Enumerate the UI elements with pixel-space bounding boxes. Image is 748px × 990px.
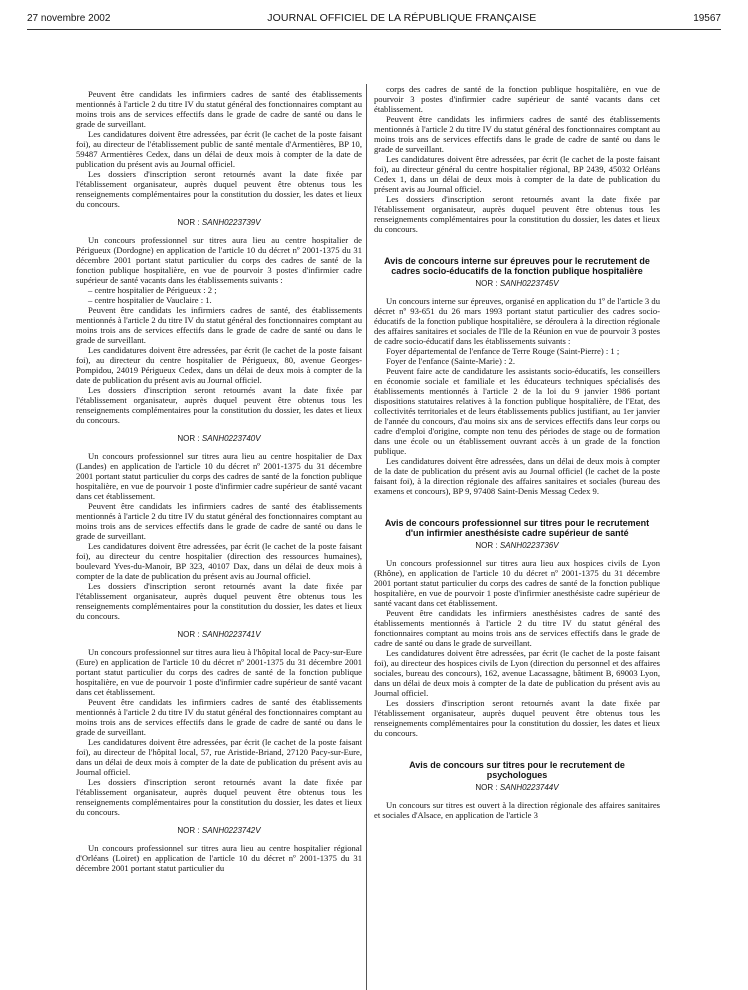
paragraph: Un concours interne sur épreuves, organisé en application du 1º de l'article 3 du décret nº 93-651 du 26 mars 1993 portant statut particulier des cadres socio-éducatifs de la fonction publique hospitalière, se déroulera à la direction régionale des affaires sanitaires et sociales de l'Ile de la Réunion en vue de pourvoir 3 postes de cadre socio-éducatif dans les établissements suivants : <box>374 296 660 346</box>
section-heading: Avis de concours sur titres pour le recrutement de psychologues <box>409 760 625 780</box>
paragraph: Les candidatures doivent être adressées, par écrit (le cachet de la poste faisant foi), au directeur de l'établissement public de santé mentale d'Armentières, BP 10, 59487 Armentières Cedex, dans un délai de deux mois à compter de la date de publication du présent avis au Journal officiel. <box>76 129 362 169</box>
paragraph: Un concours professionnel sur titres aura lieu au centre hospitalier de Dax (Landes) en application de l'article 10 du décret nº 2001-1375 du 31 décembre 2001 portant statut particulier du corps des cadres de santé de la fonction publique hospitalière, en vue de pourvoir 1 poste d'infirmier cadre supérieur de santé vacant dans cet établissement. <box>76 451 362 501</box>
nor-reference <box>374 279 660 289</box>
paragraph: Peuvent être candidats les infirmiers cadres de santé des établissements mentionnés à l'article 2 du titre IV du statut général des fonctionnaires comptant au moins trois ans de services effectifs dans le grade de cadre de santé ou dans le grade de surveillant. <box>76 697 362 737</box>
paragraph: Les candidatures doivent être adressées, dans un délai de deux mois à compter de la date de publication du présent avis au Journal officiel (le cachet de la poste faisant foi), à la direction régionale des affaires sanitaires et sociales (bureau des examens et concours), BP 9, 97408 Saint-Denis Messag Cedex 9. <box>374 456 660 496</box>
nor-label: NOR : <box>177 434 200 443</box>
paragraph: Les candidatures doivent être adressées, par écrit (le cachet de la poste faisant foi), au directeur du centre hospitalier (direction des ressources humaines), boulevard Yves-du-Manoir, BP 323, 40107 Dax, dans un délai de deux mois à compter de la date de publication du présent avis au Journal officiel. <box>76 541 362 581</box>
paragraph: Un concours professionnel sur titres aura lieu au centre hospitalier régional d'Orléans (Loiret) en application de l'article 10 du décret nº 2001-1375 du 31 décembre 2001 portant statut particulier du <box>76 843 362 873</box>
nor-reference <box>76 826 362 836</box>
nor-reference <box>76 434 362 444</box>
paragraph: Peuvent être candidats les infirmiers cadres de santé des établissements mentionnés à l'article 2 du titre IV du statut général des fonctionnaires comptant au moins trois ans de services effectifs dans le grade de cadre de santé ou dans le grade de surveillant. <box>374 114 660 154</box>
paragraph: Les dossiers d'inscription seront retournés avant la date fixée par l'établissement organisateur, auprès duquel peuvent être obtenus tous les renseignements complémentaires pour la constitution du dossier, les dates et lieux du concours. <box>76 777 362 817</box>
header-rule <box>27 29 721 30</box>
paragraph: Les dossiers d'inscription seront retournés avant la date fixée par l'établissement organisateur, auprès duquel peuvent être obtenus tous les renseignements complémentaires pour la constitution du dossier, les dates et lieux du concours. <box>76 169 362 209</box>
nor-reference <box>76 630 362 640</box>
paragraph: Les dossiers d'inscription seront retournés avant la date fixée par l'établissement organisateur, auprès duquel peuvent être obtenus tous les renseignements complémentaires pour la constitution du dossier, les dates et lieux du concours. <box>76 385 362 425</box>
right-column <box>374 84 660 990</box>
paragraph: Un concours professionnel sur titres aura lieu au centre hospitalier de Périgueux (Dordogne) en application de l'article 10 du décret nº 2001-1375 du 31 décembre 2001 portant statut particulier du corps des cadres de santé de la fonction publique hospitalière, en vue de pourvoir 3 postes d'infirmier cadre supérieur de santé vacants dans les établissements suivants : <box>76 235 362 285</box>
nor-code: SANH0223745V <box>499 279 559 288</box>
paragraph: Peuvent être candidats les infirmiers cadres de santé des établissements mentionnés à l'article 2 du titre IV du statut général des fonctionnaires comptant au moins trois ans de services effectifs dans le grade de cadre de santé ou dans le grade de surveillant. <box>76 501 362 541</box>
page-number: 19567 <box>693 13 721 24</box>
paragraph: Les candidatures doivent être adressées, par écrit (le cachet de la poste faisant foi), au directeur de l'hôpital local, 57, rue Aristide-Briand, 27120 Pacy-sur-Eure, dans un délai de deux mois à compter de la date de publication du présent avis au Journal officiel. <box>76 737 362 777</box>
paragraph: Peuvent être candidats les infirmiers cadres de santé, des établissements mentionnés à l'article 2 du titre IV du statut général des fonctionnaires comptant au moins trois ans de services effectifs dans le grade de cadre de santé ou dans le grade de surveillant. <box>76 305 362 345</box>
nor-label: NOR : <box>475 541 498 550</box>
nor-label: NOR : <box>475 783 498 792</box>
nor-label: NOR : <box>475 279 498 288</box>
nor-code: SANH0223742V <box>201 826 261 835</box>
nor-label: NOR : <box>177 630 200 639</box>
paragraph: Un concours professionnel sur titres aura lieu aux hospices civils de Lyon (Rhône), en application de l'article 10 du décret nº 2001-1375 du 31 décembre 2001 portant statut particulier du corps des cadres de santé de la fonction publique hospitalière, en vue de pourvoir 1 poste d'infirmier anesthésiste cadre supérieur de santé vacant dans cet établissement. <box>374 558 660 608</box>
left-column <box>76 89 362 990</box>
list-item: – centre hospitalier de Vauclaire : 1. <box>88 295 212 305</box>
nor-code: SANH0223744V <box>499 783 559 792</box>
list-item: – centre hospitalier de Périgueux : 2 ; <box>88 285 217 295</box>
nor-reference <box>374 783 660 793</box>
journal-title: JOURNAL OFFICIEL DE LA RÉPUBLIQUE FRANÇAISE <box>267 12 537 24</box>
nor-code: SANH0223741V <box>201 630 261 639</box>
paragraph: Les dossiers d'inscription seront retournés avant la date fixée par l'établissement organisateur, auprès duquel peuvent être obtenus tous les renseignements complémentaires pour la constitution du dossier, les dates et lieux du concours. <box>76 581 362 621</box>
nor-reference <box>76 218 362 228</box>
paragraph: Un concours sur titres est ouvert à la direction régionale des affaires sanitaires et sociales d'Alsace, en application de l'article 3 <box>374 800 660 820</box>
paragraph: Les dossiers d'inscription seront retournés avant la date fixée par l'établissement organisateur, auprès duquel peuvent être obtenus tous les renseignements complémentaires pour la constitution du dossier, les dates et lieux du concours. <box>374 194 660 234</box>
nor-label: NOR : <box>177 826 200 835</box>
section-heading: Avis de concours professionnel sur titres pour le recrutement d'un infirmier anesthésiste cadre supérieur de santé <box>384 518 650 538</box>
nor-code: SANH0223736V <box>499 541 559 550</box>
paragraph: Peuvent faire acte de candidature les assistants socio-éducatifs, les conseillers en économie sociale et familiale et les éducateurs techniques spécialisés des établissements mentionnés à l'article 2 de la loi du 9 janvier 1986 portant dispositions statutaires relatives à la fonction publique hospitalière, de l'Etat, des collectivités territoriales et de leurs établissements publics justifiant, au 1er janvier de l'année du concours, d'au moins six ans de services effectifs dans leur corps ou cadre d'emploi d'origine, compte non tenu des périodes de stage ou de formation dans une école ou un établissement ouvrant accès à un grade de la fonction publique. <box>374 366 660 456</box>
list-item: Foyer départemental de l'enfance de Terre Rouge (Saint-Pierre) : 1 ; <box>386 346 620 356</box>
paragraph: Les candidatures doivent être adressées, par écrit (le cachet de la poste faisant foi), au directeur des hospices civils de Lyon (direction du personnel et des affaires sociales, bureau des concours), 162, avenue Lacassagne, bâtiment B, 69003 Lyon, dans un délai de deux mois à compter de la date de publication du présent avis au Journal officiel. <box>374 648 660 698</box>
paragraph: Peuvent être candidats les infirmiers anesthésistes cadres de santé des établissements mentionnés à l'article 2 du titre IV du statut général des fonctionnaires comptant au moins trois ans de services effectifs dans le grade de cadre de santé ou dans le grade de surveillant. <box>374 608 660 648</box>
section-heading: Avis de concours interne sur épreuves pour le recrutement de cadres socio-éducatifs de la fonction publique hospitalière <box>384 256 650 276</box>
nor-code: SANH0223740V <box>201 434 261 443</box>
paragraph: Peuvent être candidats les infirmiers cadres de santé des établissements mentionnés à l'article 2 du titre IV du statut général des fonctionnaires comptant au moins trois ans de services effectifs dans le grade de cadre de santé ou dans le grade de surveillant. <box>76 89 362 129</box>
paragraph: Les dossiers d'inscription seront retournés avant la date fixée par l'établissement organisateur, auprès duquel peuvent être obtenus tous les renseignements complémentaires pour la constitution du dossier, les dates et lieux du concours. <box>374 698 660 738</box>
nor-code: SANH0223739V <box>201 218 261 227</box>
header-date: 27 novembre 2002 <box>27 13 111 24</box>
paragraph: Les candidatures doivent être adressées, par écrit (le cachet de la poste faisant foi), au directeur général du centre hospitalier régional, BP 2439, 45032 Orléans Cedex 1, dans un délai de deux mois à compter de la date de publication du présent avis au Journal officiel. <box>374 154 660 194</box>
column-divider <box>366 84 367 990</box>
paragraph: Un concours professionnel sur titres aura lieu à l'hôpital local de Pacy-sur-Eure (Eure) en application de l'article 10 du décret nº 2001-1375 du 31 décembre 2001 portant statut particulier du corps des cadres de santé de la fonction publique hospitalière, en vue de pourvoir 1 poste d'infirmier cadre supérieur de santé vacant dans cet établissement. <box>76 647 362 697</box>
nor-label: NOR : <box>177 218 200 227</box>
list-item: Foyer de l'enfance (Sainte-Marie) : 2. <box>386 356 515 366</box>
paragraph: Les candidatures doivent être adressées, par écrit (le cachet de la poste faisant foi), au directeur du centre hospitalier de Périgueux, 80, avenue Georges-Pompidou, 24019 Périgueux Cedex, dans un délai de deux mois à compter de la date de publication du présent avis au Journal officiel. <box>76 345 362 385</box>
paragraph: corps des cadres de santé de la fonction publique hospitalière, en vue de pourvoir 3 postes d'infirmier cadre supérieur de santé vacants dans cet établissement. <box>374 84 660 114</box>
page-header <box>27 12 721 26</box>
nor-reference <box>374 541 660 551</box>
